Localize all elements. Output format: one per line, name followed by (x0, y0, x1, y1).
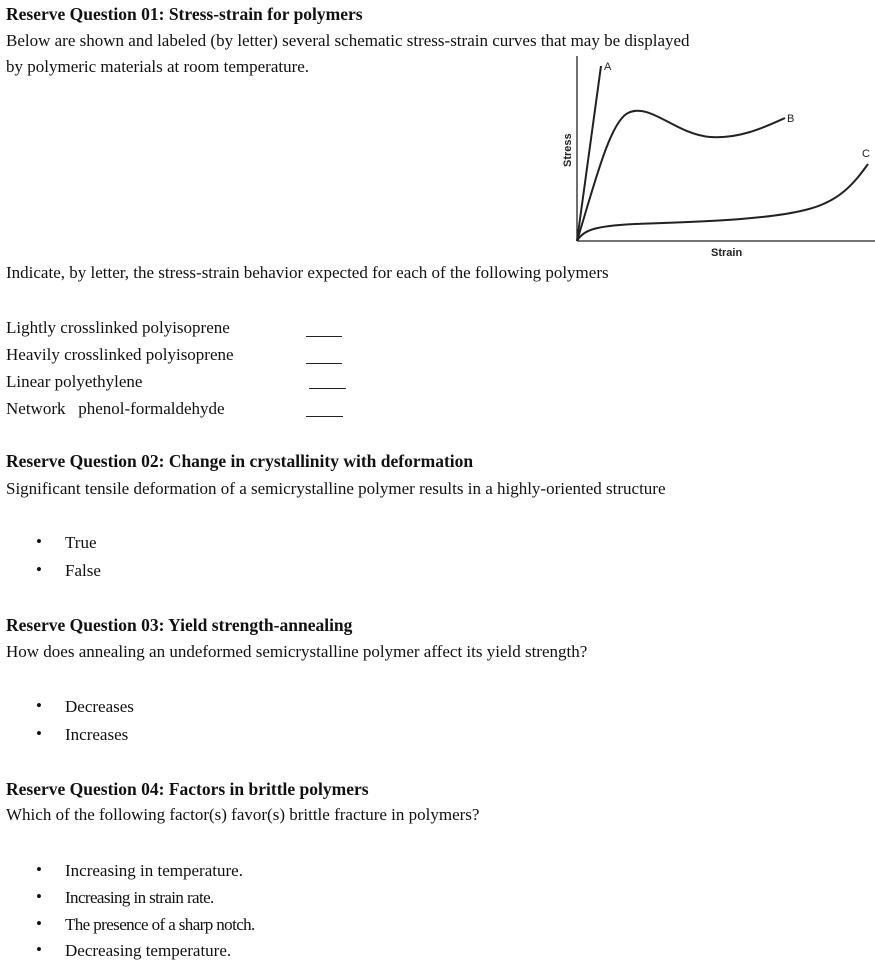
bullet-icon: • (36, 532, 42, 551)
y-axis-label: Stress (562, 133, 574, 167)
bullet-icon: • (36, 724, 42, 743)
stress-strain-graph (555, 52, 875, 267)
q4-option-4[interactable]: Decreasing temperature. (65, 941, 232, 960)
curve-label-c: C (862, 148, 870, 160)
bullet-icon: • (36, 696, 42, 715)
q4-prompt: Which of the following factor(s) favor(s) brittle fracture in polymers? (6, 805, 480, 824)
q2-title: Reserve Question 02: Change in crystallinity with deformation (6, 451, 474, 471)
curve-a (577, 66, 601, 241)
q1-item-2: Heavily crosslinked polyisoprene (6, 345, 234, 364)
q4-option-1[interactable]: Increasing in temperature. (65, 861, 243, 880)
q2-prompt: Significant tensile deformation of a semicrystalline polymer results in a highly-oriented structure (6, 479, 666, 498)
q1-item-1: Lightly crosslinked polyisoprene (6, 318, 230, 337)
q2-option-false[interactable]: False (65, 561, 101, 580)
q4-title: Reserve Question 04: Factors in brittle polymers (6, 779, 369, 799)
bullet-icon: • (36, 860, 42, 879)
curve-label-b: B (787, 113, 795, 125)
q2-option-true[interactable]: True (65, 533, 97, 552)
q1-answer-blank-3[interactable] (309, 388, 346, 389)
bullet-icon: • (36, 914, 42, 933)
bullet-icon: • (36, 560, 42, 579)
q1-item-4: Network phenol-formaldehyde (6, 399, 225, 418)
q3-option-increases[interactable]: Increases (65, 725, 129, 744)
q3-prompt: How does annealing an undeformed semicrystalline polymer affect its yield strength? (6, 642, 588, 661)
q1-item-3: Linear polyethylene (6, 372, 143, 391)
q4-option-2[interactable]: Increasing in strain rate. (65, 888, 214, 907)
curve-c (577, 164, 868, 241)
q4-option-3[interactable]: The presence of a sharp notch. (65, 915, 255, 934)
q1-prompt: Indicate, by letter, the stress-strain behavior expected for each of the following polymers (6, 263, 609, 282)
q3-option-decreases[interactable]: Decreases (65, 697, 134, 716)
curve-label-a: A (604, 61, 612, 73)
q3-title: Reserve Question 03: Yield strength-annealing (6, 615, 353, 635)
q1-answer-blank-1[interactable] (306, 336, 342, 337)
x-axis-label: Strain (711, 247, 743, 259)
q1-intro-line2: by polymeric materials at room temperature. (6, 57, 310, 76)
q1-intro-line1: Below are shown and labeled (by letter) several schematic stress-strain curves that may be displayed (6, 31, 690, 50)
q1-title: Reserve Question 01: Stress-strain for polymers (6, 4, 363, 24)
bullet-icon: • (36, 940, 42, 959)
bullet-icon: • (36, 887, 42, 906)
q1-answer-blank-4[interactable] (306, 416, 343, 417)
q1-answer-blank-2[interactable] (306, 363, 342, 364)
